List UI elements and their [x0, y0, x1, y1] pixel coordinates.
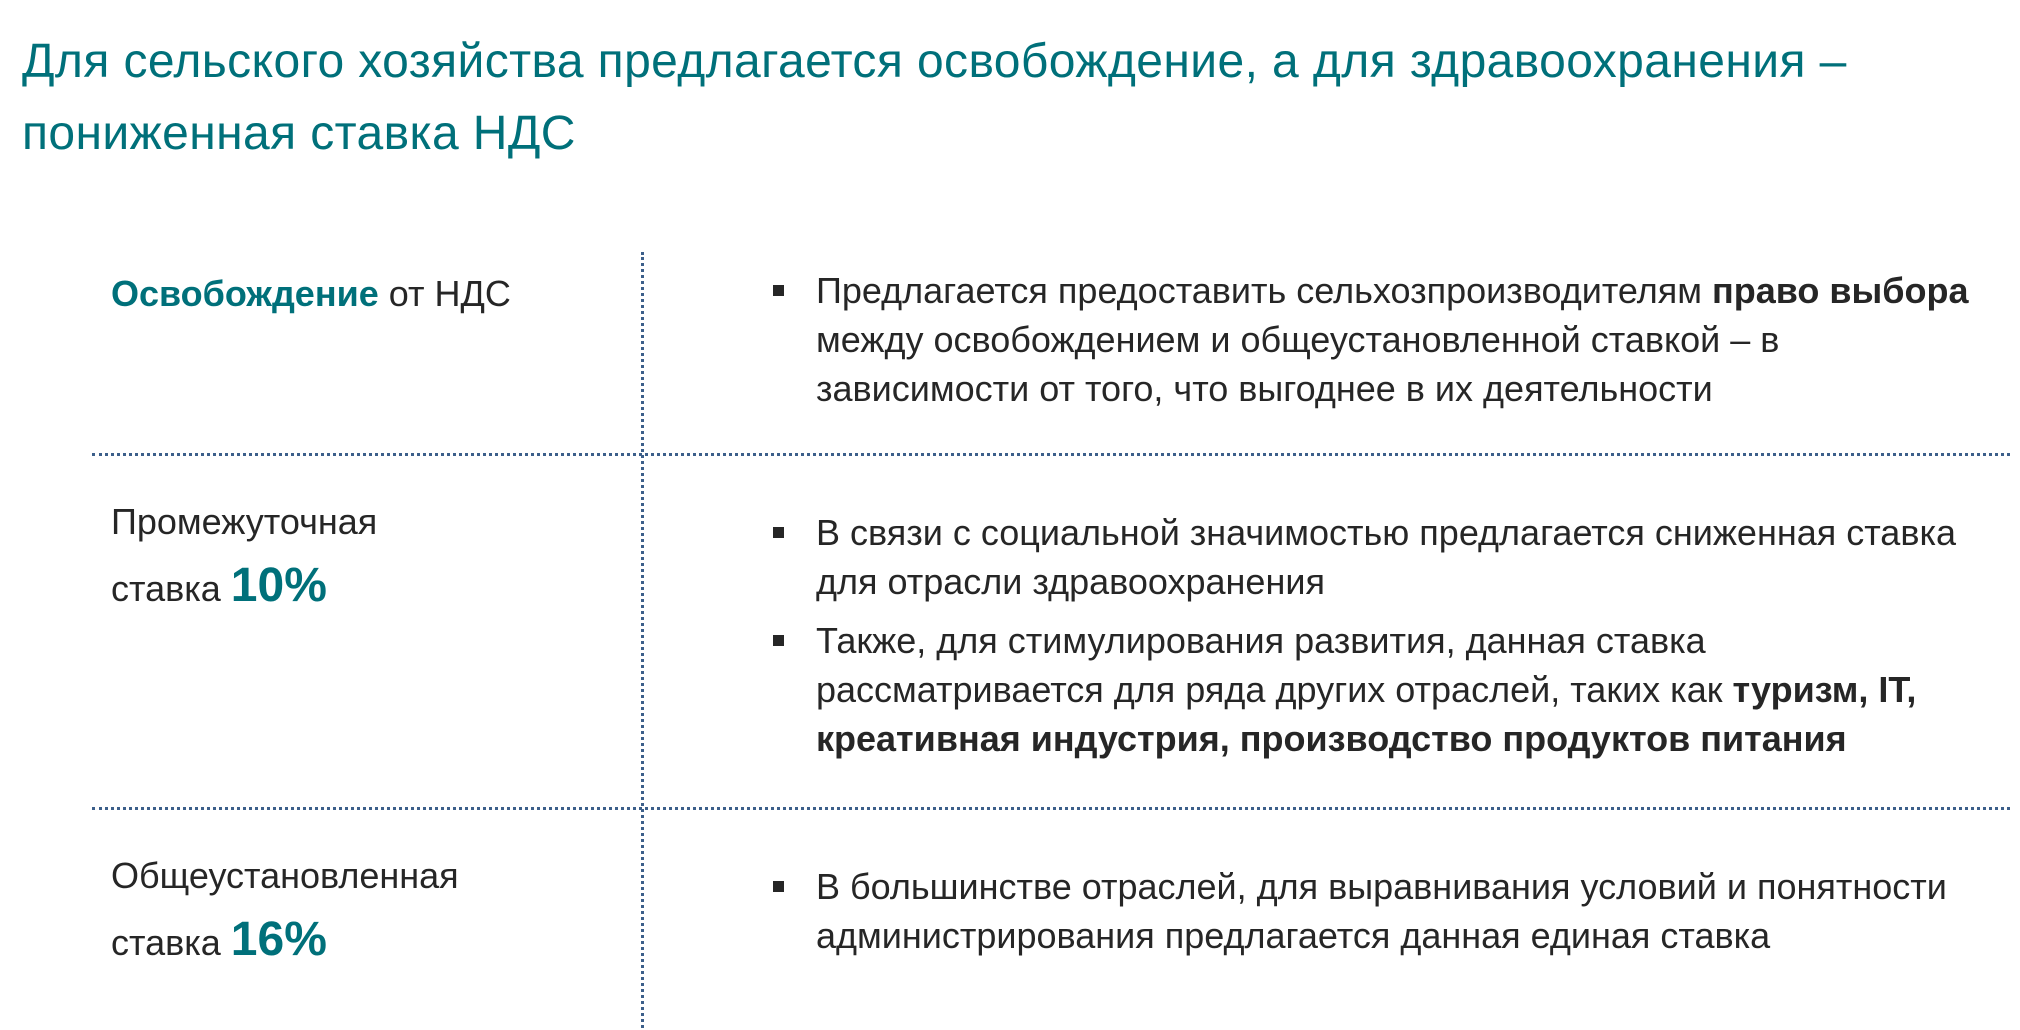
- label-line: [111, 554, 641, 621]
- row-content-standard-rate: [641, 810, 2010, 970]
- bullet-bold-text: право выбора: [1711, 270, 1969, 311]
- label-prefix: ставка: [111, 568, 231, 609]
- label-line: Общеустановленная: [111, 855, 459, 896]
- label-line: [111, 908, 641, 975]
- label-line: Промежуточная: [111, 501, 378, 542]
- bullet-item: [816, 266, 2000, 413]
- bullet-item: [816, 616, 2000, 763]
- bullet-list: [816, 266, 2000, 413]
- label-accent: Освобождение: [111, 273, 379, 314]
- table-row-intermediate-rate: [92, 456, 2010, 810]
- row-label-exemption: [92, 252, 641, 326]
- table-row-standard-rate: [92, 810, 2010, 1030]
- row-content-exemption: [641, 252, 2010, 423]
- table-row-exemption: [92, 252, 2010, 456]
- row-content-intermediate-rate: [641, 456, 2010, 773]
- bullet-item: В связи с социальной значимостью предлагается сниженная ставка для отрасли здравоохранения: [816, 508, 2000, 606]
- label-prefix: ставка: [111, 922, 231, 963]
- vat-rates-table: [92, 252, 2010, 1030]
- bullet-bold-text: туризм, IT, креативная индустрия, производство продуктов питания: [816, 669, 1917, 759]
- rate-value: 10%: [230, 559, 327, 612]
- row-label-intermediate-rate: [92, 456, 641, 621]
- slide-title: Для сельского хозяйства предлагается освобождение, а для здравоохранения – пониженная ставка НДС: [22, 35, 1847, 160]
- rate-value: 16%: [230, 913, 327, 966]
- bullet-text: Предлагается предоставить сельхозпроизводителям: [816, 270, 1712, 311]
- bullet-item: В большинстве отраслей, для выравнивания условий и понятности администрирования предлагается данная единая ставка: [816, 862, 2000, 960]
- bullet-list: [816, 508, 2000, 763]
- label-rest: от НДС: [378, 273, 511, 314]
- bullet-text: Также, для стимулирования развития, данная ставка рассматривается для ряда других отраслей, таких как: [816, 620, 1733, 710]
- bullet-list: [816, 862, 2000, 960]
- bullet-text: между освобождением и общеустановленной ставкой – в зависимости от того, что выгоднее в их деятельности: [816, 319, 1780, 409]
- row-label-standard-rate: [92, 810, 641, 975]
